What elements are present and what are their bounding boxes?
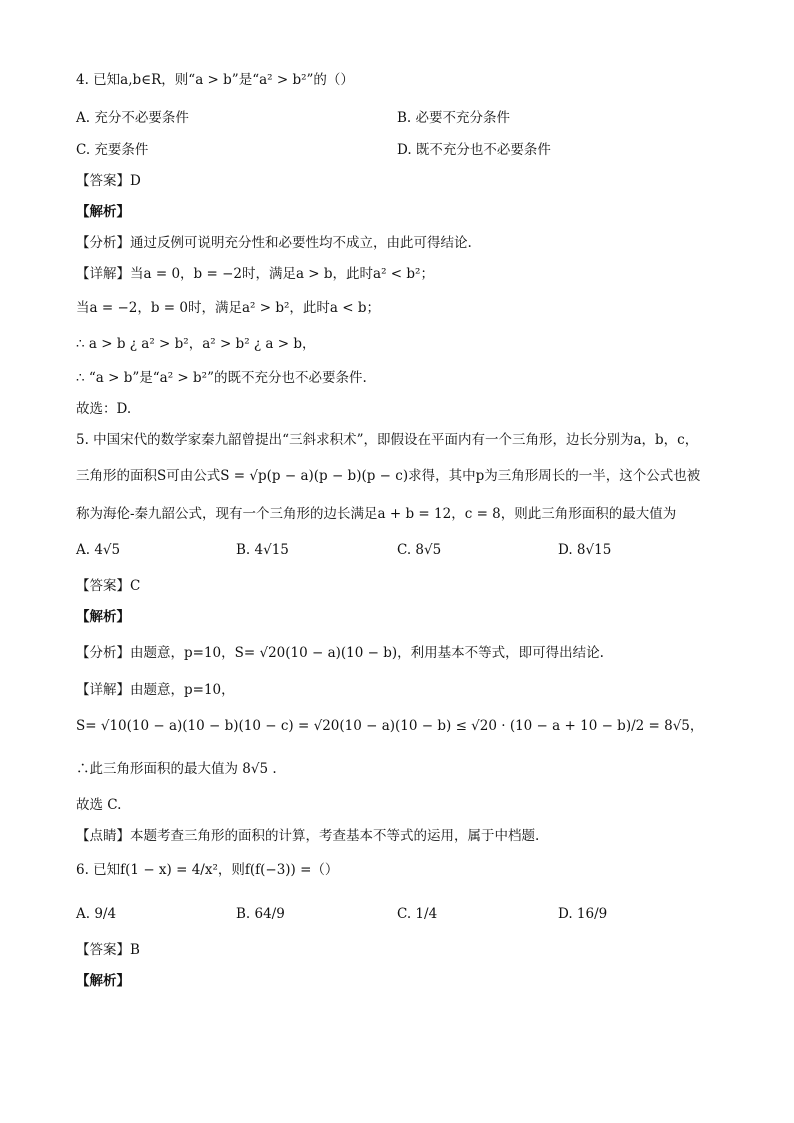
q4-detail-3: ∴ a > b ¿ a² > b²，a² > b² ¿ a > b， <box>76 336 316 352</box>
q5-analysis-heading: 【解析】 <box>76 609 130 625</box>
q6-answer: 【答案】B <box>76 942 140 958</box>
q4-answer: 【答案】D <box>76 173 141 189</box>
q6-option-b: B. 64/9 <box>236 906 285 922</box>
q5-option-c: C. 8√5 <box>397 542 442 558</box>
q5-option-b: B. 4√15 <box>236 542 289 558</box>
q5-dianjing: 【点睛】本题考查三角形的面积的计算，考查基本不等式的运用，属于中档题. <box>76 828 540 844</box>
q4-choose: 故选：D. <box>76 401 132 417</box>
q5-stem-line-3: 称为海伦-秦九韶公式，现有一个三角形的边长满足a + b = 12，c = 8，则此三角形面积的最大值为 <box>76 506 677 522</box>
q4-analysis-heading: 【解析】 <box>76 204 130 220</box>
q4-option-a: A. 充分不必要条件 <box>76 110 189 126</box>
q4-option-b: B. 必要不充分条件 <box>397 110 511 126</box>
q4-detail-4: ∴ “a > b”是“a² > b²”的既不充分也不必要条件. <box>76 370 367 386</box>
q4-stem: 4. 已知a,b∈R，则“a > b”是“a² > b²”的（） <box>76 72 354 88</box>
q5-stem-line-2-text-a: 三角形的面积S可由公式 <box>76 468 221 484</box>
q5-stem-line-2 <box>76 466 700 486</box>
q6-analysis-heading: 【解析】 <box>76 973 130 989</box>
q5-answer: 【答案】C <box>76 578 141 594</box>
q4-option-d: D. 既不充分也不必要条件 <box>397 142 551 158</box>
q5-stem-line-1: 5. 中国宋代的数学家秦九韶曾提出“三斜求积术”，即假设在平面内有一个三角形，边长分别为a，b，c， <box>76 432 699 448</box>
q6-option-a: A. 9/4 <box>76 906 117 922</box>
q4-fenxi: 【分析】通过反例可说明充分性和必要性均不成立，由此可得结论. <box>76 235 472 251</box>
q6-option-d: D. 16/9 <box>558 906 608 922</box>
q5-detail-2: S= √10(10 − a)(10 − b)(10 − c) = √20(10 − a)(10 − b) ≤ √20 · (10 − a + 10 − b)/2 = 8√5， <box>76 718 704 734</box>
q5-option-d: D. 8√15 <box>558 542 612 558</box>
q5-detail-1: 【详解】由题意，p=10， <box>76 682 235 698</box>
q4-option-c: C. 充要条件 <box>76 142 149 158</box>
heron-formula: S = √p(p − a)(p − b)(p − c) <box>220 468 409 484</box>
q5-fenxi: 【分析】由题意，p=10，S= √20(10 − a)(10 − b)，利用基本不等式，即可得出结论. <box>76 645 604 661</box>
q5-option-a: A. 4√5 <box>76 542 121 558</box>
q6-option-c: C. 1/4 <box>397 906 438 922</box>
q5-detail-3: ∴此三角形面积的最大值为 8√5 . <box>76 761 277 777</box>
q5-stem-line-2-text-b: 求得，其中p为三角形周长的一半，这个公式也被 <box>408 468 701 484</box>
q4-detail-1: 【详解】当a = 0，b = −2时，满足a > b，此时a² < b²； <box>76 266 434 282</box>
q4-detail-2: 当a = −2，b = 0时，满足a² > b²，此时a < b； <box>76 300 380 316</box>
q6-stem: 6. 已知f(1 − x) = 4/x²，则f(f(−3)) =（） <box>76 862 339 878</box>
q5-choose: 故选 C. <box>76 797 122 813</box>
